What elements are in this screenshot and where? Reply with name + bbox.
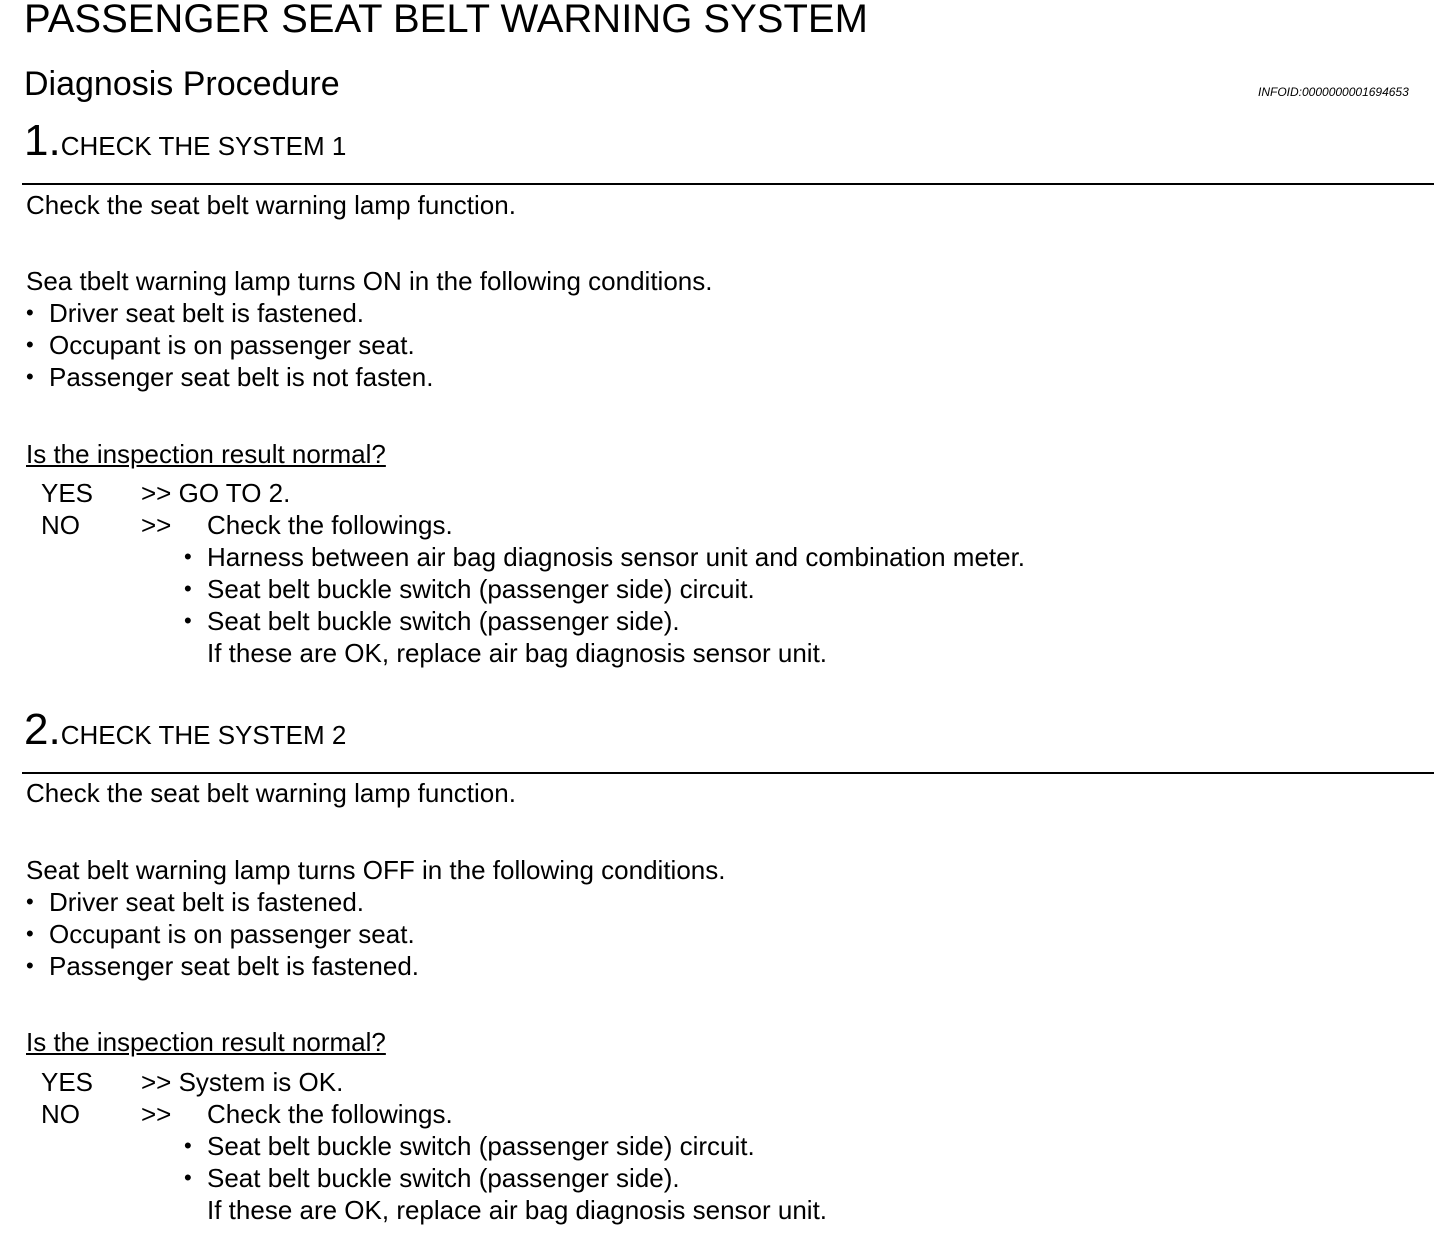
step-2-condition-item: Occupant is on passenger seat.	[49, 919, 415, 949]
step-2-condition-intro: Seat belt warning lamp turns OFF in the following conditions.	[26, 855, 726, 885]
step-2-heading	[24, 705, 347, 754]
info-id: INFOID:0000000001694653	[1258, 85, 1409, 99]
bullet-icon: •	[184, 1165, 192, 1190]
step-2-title: CHECK THE SYSTEM 2	[60, 720, 347, 750]
bullet-icon: •	[26, 953, 34, 978]
step-2-no-item: Seat belt buckle switch (passenger side).	[207, 1163, 680, 1193]
step-2-no-label: NO	[41, 1099, 80, 1129]
step-1-question: Is the inspection result normal?	[26, 439, 386, 469]
bullet-icon: •	[184, 608, 192, 633]
bullet-icon: •	[26, 300, 34, 325]
step-2-divider	[22, 772, 1434, 774]
step-1-no-conclusion: If these are OK, replace air bag diagnosis sensor unit.	[207, 638, 828, 668]
step-1-divider	[22, 183, 1434, 185]
step-1-condition-item: Driver seat belt is fastened.	[49, 298, 365, 328]
step-2-instruction: Check the seat belt warning lamp function.	[26, 778, 516, 808]
step-1-no-label: NO	[41, 510, 80, 540]
bullet-icon: •	[184, 1133, 192, 1158]
step-1-condition-item: Occupant is on passenger seat.	[49, 330, 415, 360]
page-subtitle: Diagnosis Procedure	[24, 65, 340, 103]
step-2-yes-action: >> System is OK.	[141, 1067, 344, 1097]
bullet-icon: •	[26, 364, 34, 389]
step-1-yes-action: >> GO TO 2.	[141, 478, 291, 508]
step-1-heading	[24, 116, 347, 165]
page-title: PASSENGER SEAT BELT WARNING SYSTEM	[24, 0, 868, 41]
step-2-condition-item: Driver seat belt is fastened.	[49, 887, 365, 917]
bullet-icon: •	[26, 332, 34, 357]
step-1-no-item: Harness between air bag diagnosis sensor unit and combination meter.	[207, 542, 1026, 572]
step-2-question: Is the inspection result normal?	[26, 1027, 386, 1057]
step-2-no-conclusion: If these are OK, replace air bag diagnosis sensor unit.	[207, 1195, 828, 1225]
bullet-icon: •	[184, 576, 192, 601]
step-1-title: CHECK THE SYSTEM 1	[60, 131, 347, 161]
bullet-icon: •	[26, 921, 34, 946]
step-2-yes-label: YES	[41, 1067, 94, 1097]
step-2-no-action: Check the followings.	[207, 1099, 453, 1129]
step-1-no-action: Check the followings.	[207, 510, 453, 540]
step-2-condition-item: Passenger seat belt is fastened.	[49, 951, 420, 981]
bullet-icon: •	[184, 544, 192, 569]
step-1-yes-label: YES	[41, 478, 94, 508]
step-1-condition-item: Passenger seat belt is not fasten.	[49, 362, 434, 392]
step-1-no-item: Seat belt buckle switch (passenger side) circuit.	[207, 574, 755, 604]
bullet-icon: •	[26, 889, 34, 914]
step-1-instruction: Check the seat belt warning lamp function.	[26, 190, 516, 220]
step-2-number: 2.	[24, 705, 61, 754]
step-2-no-item: Seat belt buckle switch (passenger side) circuit.	[207, 1131, 755, 1161]
step-2-no-arrow: >>	[141, 1099, 172, 1129]
step-1-number: 1.	[24, 116, 61, 165]
step-1-no-arrow: >>	[141, 510, 172, 540]
step-1-condition-intro: Sea tbelt warning lamp turns ON in the following conditions.	[26, 266, 713, 296]
step-1-no-item: Seat belt buckle switch (passenger side).	[207, 606, 680, 636]
